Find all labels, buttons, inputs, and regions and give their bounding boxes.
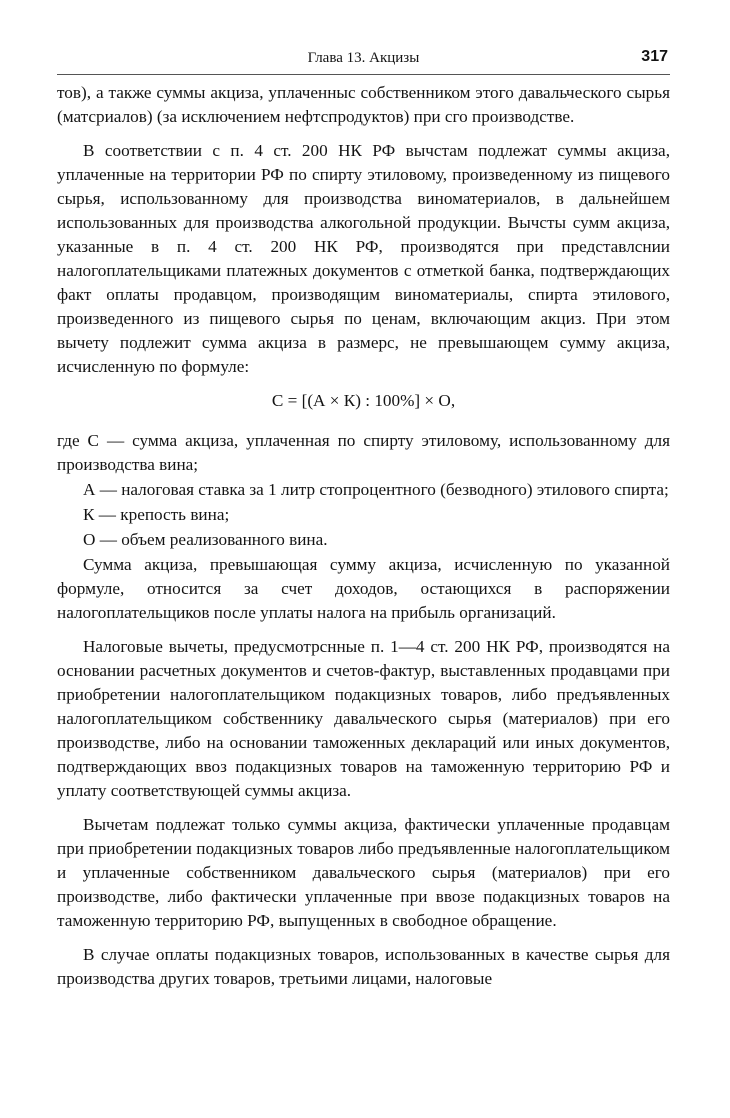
paragraph-continuation: тов), а также суммы акциза, уплаченныс собственником этого давальческого сырья (матсриалов) (за исключением нефтспродуктов) при сго производстве. bbox=[57, 83, 670, 126]
formula-legend-k: К — крепость вина; bbox=[83, 505, 230, 524]
paragraph: В случае оплаты подакцизных товаров, использованных в качестве сырья для производства других товаров, третьими лицами, налоговые bbox=[57, 945, 670, 988]
book-page bbox=[57, 44, 670, 1001]
page-body bbox=[57, 81, 670, 991]
running-header bbox=[57, 44, 670, 75]
paragraph: Вычетам подлежат только суммы акциза, фактически уплаченные продавцам при приобретении подакцизных товаров либо предъявленные налогоплательщиком и уплаченные собственником давальческого сырья (материалов) при его производстве, либо фактически уплаченные при ввозе подакцизных товаров на таможенную территорию РФ, выпущенных в свободное обращение. bbox=[57, 815, 670, 930]
paragraph: В соответствии с п. 4 ст. 200 НК РФ вычстам подлежат суммы акциза, уплаченные на территории РФ по спирту этиловому, произведенному из пищевого сырья, использованному для производства виноматериалов, в дальнейшем использованных для производства алкогольной продукции. Вычсты сумм акциза, указанные в п. 4 ст. 200 НК РФ, производятся при представлснии налогоплательщиками платежных документов с отметкой банка, подтверждающих факт оплаты продавцом, производящим виномaтериалы, спирта этилового, произведенного из пищевого сырья по ценам, включающим акциз. При этом вычету подлежит сумма акциза в размерс, нe превышающем сумму акциза, исчисленную по формуле: bbox=[57, 141, 670, 376]
formula-legend-a: А — налоговая ставка за 1 литр стопроцентного (безводного) этилового спирта; bbox=[83, 480, 669, 499]
formula-legend-c: где С — сумма акциза, уплаченная по спирту этиловому, использованному для производства вина; bbox=[57, 431, 670, 474]
excise-formula: С = [(А × К) : 100%] × О, bbox=[271, 391, 456, 410]
paragraph: Налоговые вычеты, предусмотрснные п. 1—4 ст. 200 НК РФ, производятся на основании расчетных документов и счетов-фактур, выставленных продавцами при приобретении налогоплательщиком подакцизных товаров, либо предъявленных налогоплательщиком собственнику давальческого сырья (материалов) при его производстве, либо на основании таможенных деклараций или иных документов, подтверждающих ввоз подакцизных товаров на таможенную территорию РФ и уплату соответствующей суммы акциза. bbox=[57, 637, 670, 800]
page-number: 317 bbox=[641, 48, 668, 65]
paragraph: Сумма акциза, превышающая сумму акциза, исчисленную по указанной формуле, относится за счет доходов, остающихся в распоряжении налогоплательщиков после уплаты налога на прибыль организаций. bbox=[57, 555, 670, 622]
formula-legend-o: О — объем реализованного вина. bbox=[83, 530, 328, 549]
chapter-title: Глава 13. Акцизы bbox=[307, 50, 420, 66]
